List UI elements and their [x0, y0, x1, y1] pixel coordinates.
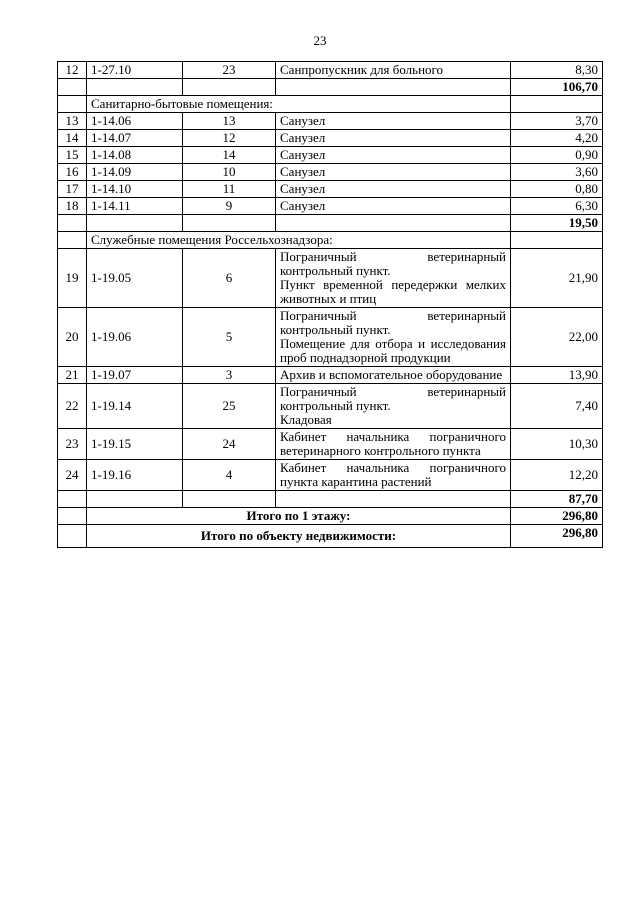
name-part: ветеринарный	[427, 384, 506, 399]
premise-area: 3,70	[511, 113, 603, 130]
section-header	[58, 232, 603, 249]
table-row	[58, 62, 603, 79]
name-part: контрольный пункт.	[280, 322, 391, 337]
table-row	[58, 308, 603, 367]
subtotal-row	[58, 79, 603, 96]
premise-area: 7,40	[511, 384, 603, 429]
row-number: 16	[58, 164, 87, 181]
premise-name	[276, 249, 511, 308]
table-row	[58, 164, 603, 181]
premise-code: 1-19.14	[87, 384, 183, 429]
subtotal-value: 87,70	[511, 491, 603, 508]
premise-code: 1-19.07	[87, 367, 183, 384]
section-header	[58, 96, 603, 113]
premise-name	[276, 308, 511, 367]
name-part: Пункт временной передержки мелких животных и птиц	[280, 277, 506, 306]
premise-code: 1-19.15	[87, 429, 183, 460]
total-object-label: Итого по объекту недвижимости:	[87, 525, 511, 548]
premise-name: Кабинет начальника пограничного пункта карантина растений	[276, 460, 511, 491]
name-part: Кладовая	[280, 412, 332, 427]
name-part: Пограничный	[280, 384, 357, 399]
premise-code: 1-14.09	[87, 164, 183, 181]
room-number: 24	[183, 429, 276, 460]
total-floor-value: 296,80	[511, 508, 603, 525]
section-title: Санитарно-бытовые помещения:	[87, 96, 511, 113]
subtotal-row	[58, 215, 603, 232]
table-row	[58, 113, 603, 130]
premise-name	[276, 384, 511, 429]
room-number: 5	[183, 308, 276, 367]
premise-name: Санузел	[276, 113, 511, 130]
total-floor-label: Итого по 1 этажу:	[87, 508, 511, 525]
room-number: 6	[183, 249, 276, 308]
premise-name: Архив и вспомогательное оборудование	[276, 367, 511, 384]
row-number: 17	[58, 181, 87, 198]
subtotal-value: 19,50	[511, 215, 603, 232]
row-number: 19	[58, 249, 87, 308]
name-part: ветеринарный	[427, 308, 506, 323]
row-number: 20	[58, 308, 87, 367]
room-number: 23	[183, 62, 276, 79]
premise-area: 22,00	[511, 308, 603, 367]
total-object-value: 296,80	[511, 525, 603, 548]
premise-code: 1-14.07	[87, 130, 183, 147]
premise-area: 21,90	[511, 249, 603, 308]
premise-name: Санузел	[276, 181, 511, 198]
premise-area: 13,90	[511, 367, 603, 384]
table-row	[58, 130, 603, 147]
room-number: 3	[183, 367, 276, 384]
room-number: 11	[183, 181, 276, 198]
row-number: 15	[58, 147, 87, 164]
row-number: 12	[58, 62, 87, 79]
room-number: 25	[183, 384, 276, 429]
premise-code: 1-19.05	[87, 249, 183, 308]
row-number: 13	[58, 113, 87, 130]
name-part: контрольный пункт.	[280, 263, 391, 278]
premise-area: 0,90	[511, 147, 603, 164]
premise-name: Санузел	[276, 198, 511, 215]
premise-area: 8,30	[511, 62, 603, 79]
premise-area: 3,60	[511, 164, 603, 181]
premise-area: 0,80	[511, 181, 603, 198]
table-row	[58, 147, 603, 164]
row-number: 24	[58, 460, 87, 491]
row-number: 21	[58, 367, 87, 384]
premise-name: Кабинет начальника пограничного ветеринарного контрольного пункта	[276, 429, 511, 460]
subtotal-value: 106,70	[511, 79, 603, 96]
total-floor-row	[58, 508, 603, 525]
premise-code: 1-14.08	[87, 147, 183, 164]
premise-code: 1-27.10	[87, 62, 183, 79]
room-number: 9	[183, 198, 276, 215]
table-row	[58, 384, 603, 429]
premise-code: 1-14.11	[87, 198, 183, 215]
room-number: 13	[183, 113, 276, 130]
row-number: 18	[58, 198, 87, 215]
subtotal-row	[58, 491, 603, 508]
premise-code: 1-19.06	[87, 308, 183, 367]
section-title: Служебные помещения Россельхознадзора:	[87, 232, 511, 249]
premise-area: 4,20	[511, 130, 603, 147]
total-object-row	[58, 525, 603, 548]
room-number: 10	[183, 164, 276, 181]
name-part: Помещение для отбора и исследования проб поднадзорной продукции	[280, 336, 506, 365]
premise-name: Санузел	[276, 164, 511, 181]
premise-name: Санузел	[276, 147, 511, 164]
name-part: ветеринарный	[427, 249, 506, 264]
row-number: 22	[58, 384, 87, 429]
premise-name: Санузел	[276, 130, 511, 147]
room-number: 12	[183, 130, 276, 147]
premise-code: 1-19.16	[87, 460, 183, 491]
row-number: 23	[58, 429, 87, 460]
table-row	[58, 367, 603, 384]
name-part: контрольный пункт.	[280, 398, 391, 413]
table-row	[58, 198, 603, 215]
table-row	[58, 460, 603, 491]
page-number: 23	[313, 33, 327, 48]
table-row	[58, 249, 603, 308]
premise-area: 12,20	[511, 460, 603, 491]
premise-area: 10,30	[511, 429, 603, 460]
room-number: 14	[183, 147, 276, 164]
row-number: 14	[58, 130, 87, 147]
premise-code: 1-14.06	[87, 113, 183, 130]
premise-area: 6,30	[511, 198, 603, 215]
premises-table	[57, 61, 603, 548]
name-part: Пограничный	[280, 249, 357, 264]
name-part: Пограничный	[280, 308, 357, 323]
table-row	[58, 429, 603, 460]
premise-code: 1-14.10	[87, 181, 183, 198]
room-number: 4	[183, 460, 276, 491]
table-row	[58, 181, 603, 198]
premise-name: Санпропускник для больного	[276, 62, 511, 79]
